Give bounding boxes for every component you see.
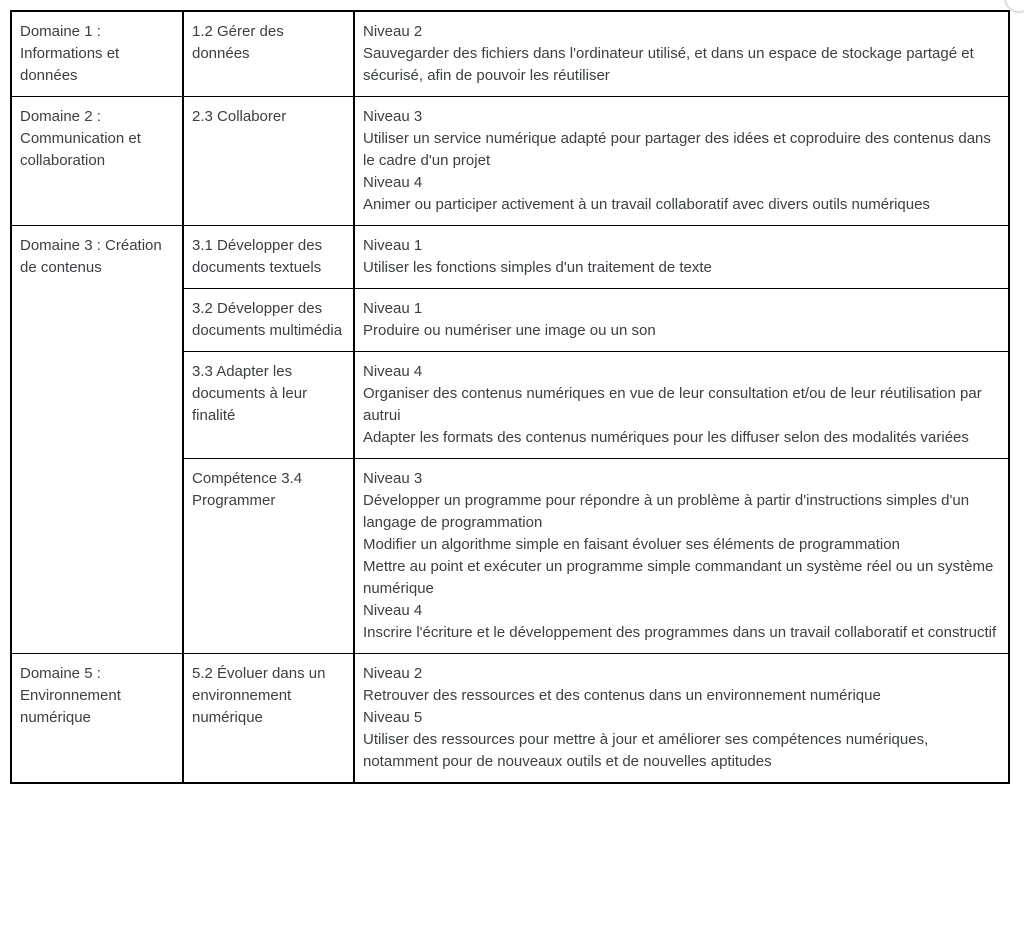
domain-cell: Domaine 2 : Communication et collaboration [11, 97, 183, 226]
level-label: Niveau 3 [363, 470, 423, 487]
table-row [11, 11, 1009, 97]
levels-cell [354, 226, 1009, 289]
level-description: Utiliser un service numérique adapté pour partager des idées et coproduire des contenus dans le cadre d'un projet [363, 130, 991, 169]
level-description: Utiliser les fonctions simples d'un traitement de texte [363, 259, 712, 276]
level-label: Niveau 4 [363, 363, 423, 380]
competence-cell: Compétence 3.4 Programmer [183, 459, 354, 654]
level-description: Retrouver des ressources et des contenus dans un environnement numérique [363, 687, 881, 704]
domain-cell: Domaine 1 : Informations et données [11, 11, 183, 97]
levels-cell [354, 654, 1009, 784]
competence-cell: 1.2 Gérer des données [183, 11, 354, 97]
domain-cell: Domaine 5 : Environnement numérique [11, 654, 183, 784]
levels-cell [354, 352, 1009, 459]
level-label: Niveau 2 [363, 23, 423, 40]
level-description: Développer un programme pour répondre à un problème à partir d'instructions simples d'un langage de programmation [363, 492, 970, 531]
level-label: Niveau 4 [363, 174, 423, 191]
table-row [11, 226, 1009, 289]
levels-cell [354, 11, 1009, 97]
level-label: Niveau 1 [363, 300, 423, 317]
level-label: Niveau 1 [363, 237, 423, 254]
table-row [11, 654, 1009, 784]
level-description: Mettre au point et exécuter un programme simple commandant un système réel ou un système numérique [363, 558, 994, 597]
competence-cell: 3.1 Développer des documents textuels [183, 226, 354, 289]
level-label: Niveau 4 [363, 602, 423, 619]
level-description: Adapter les formats des contenus numériques pour les diffuser selon des modalités variées [363, 429, 969, 446]
levels-cell [354, 289, 1009, 352]
domain-cell: Domaine 3 : Création de contenus [11, 226, 183, 654]
level-description: Organiser des contenus numériques en vue de leur consultation et/ou de leur réutilisation par autrui [363, 385, 982, 424]
level-description: Modifier un algorithme simple en faisant évoluer ses éléments de programmation [363, 536, 900, 553]
competence-cell: 3.2 Développer des documents multimédia [183, 289, 354, 352]
competences-table [10, 10, 1010, 784]
competence-cell: 5.2 Évoluer dans un environnement numérique [183, 654, 354, 784]
level-label: Niveau 3 [363, 108, 423, 125]
level-description: Produire ou numériser une image ou un son [363, 322, 656, 339]
levels-cell [354, 459, 1009, 654]
levels-cell [354, 97, 1009, 226]
level-description: Utiliser des ressources pour mettre à jour et améliorer ses compétences numériques, notamment pour de nouveaux outils et de nouvelles aptitudes [363, 731, 929, 770]
level-label: Niveau 5 [363, 709, 423, 726]
level-label: Niveau 2 [363, 665, 423, 682]
competence-cell: 3.3 Adapter les documents à leur finalité [183, 352, 354, 459]
table-row [11, 97, 1009, 226]
level-description: Inscrire l'écriture et le développement des programmes dans un travail collaboratif et constructif [363, 624, 997, 641]
level-description: Animer ou participer activement à un travail collaboratif avec divers outils numériques [363, 196, 930, 213]
competence-cell: 2.3 Collaborer [183, 97, 354, 226]
level-description: Sauvegarder des fichiers dans l'ordinateur utilisé, et dans un espace de stockage partagé et sécurisé, afin de pouvoir les réutiliser [363, 45, 974, 84]
